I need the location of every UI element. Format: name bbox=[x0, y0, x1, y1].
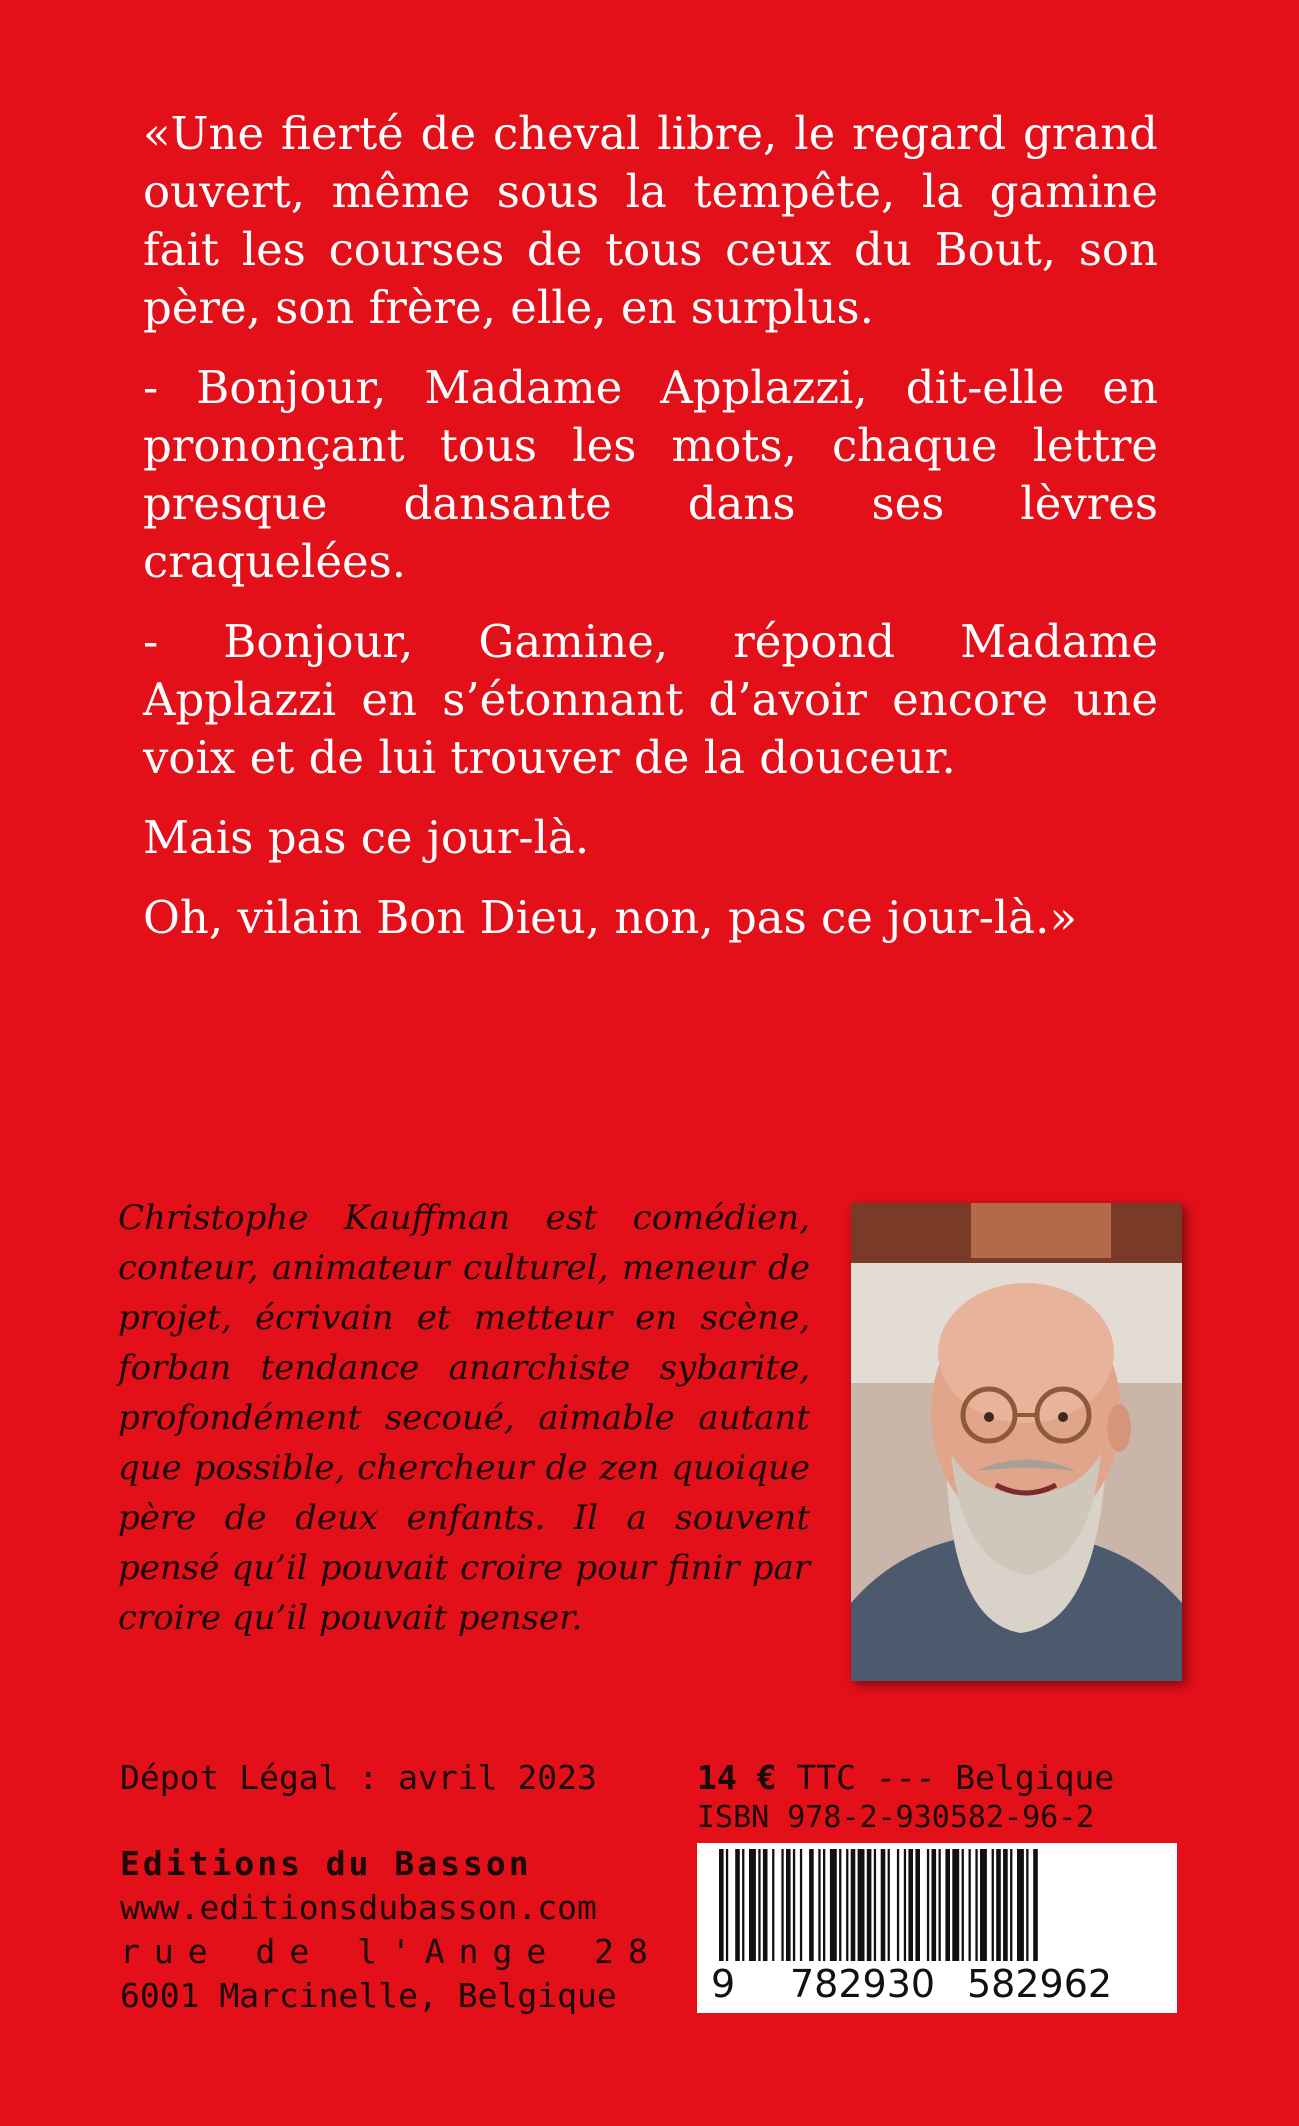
barcode-left-group: 782930 bbox=[790, 1962, 936, 2006]
barcode-digits bbox=[697, 1961, 1177, 2007]
publisher-city: 6001 Marcinelle, Belgique bbox=[120, 1976, 617, 2015]
excerpt-paragraph-5: Oh, vilain Bon Dieu, non, pas ce jour-là.» bbox=[143, 891, 1077, 944]
publisher-name: Editions du Basson bbox=[120, 1844, 532, 1883]
excerpt-paragraph-2: - Bonjour, Madame Applazzi, dit-elle en prononçant tous les mots, chaque lettre presque dansante dans ses lèvres craquelées. bbox=[143, 361, 1158, 588]
price-info bbox=[697, 1756, 1177, 1836]
excerpt-paragraph-3: - Bonjour, Gamine, répond Madame Applazzi en s’étonnant d’avoir encore une voix et de lui trouver de la douceur. bbox=[143, 615, 1158, 784]
publisher-street: rue de l'Ange 28 bbox=[120, 1932, 662, 1971]
publisher-website: www.editionsdubasson.com bbox=[120, 1888, 597, 1927]
barcode-first-digit: 9 bbox=[711, 1962, 736, 2006]
publisher-info bbox=[120, 1756, 662, 2018]
barcode-right-group: 582962 bbox=[967, 1962, 1113, 2006]
isbn-barcode bbox=[697, 1843, 1177, 2013]
legal-deposit: Dépot Légal : avril 2023 bbox=[120, 1758, 597, 1797]
author-bio: Christophe Kauffman est comédien, conteur, animateur culturel, meneur de projet, écrivain et metteur en scène, forban tendance anarchiste sybarite, profondément secoué, aimable autant que possible, chercheur de zen quoique père de deux enfants. Il a souvent pensé qu’il pouvait croire pour finir par croire qu’il pouvait penser. bbox=[118, 1198, 810, 1638]
price-details: TTC --- Belgique bbox=[776, 1758, 1115, 1797]
author-portrait-photo bbox=[851, 1203, 1182, 1681]
excerpt-paragraph-4: Mais pas ce jour-là. bbox=[143, 811, 590, 864]
price-amount: 14 € bbox=[697, 1758, 777, 1797]
excerpt-paragraph-1: «Une fierté de cheval libre, le regard grand ouvert, même sous la tempête, la gamine fait les courses de tous ceux du Bout, son père, son frère, elle, en surplus. bbox=[143, 107, 1158, 334]
isbn-number: ISBN 978-2-930582-96-2 bbox=[697, 1800, 1095, 1835]
book-excerpt bbox=[143, 105, 1158, 969]
